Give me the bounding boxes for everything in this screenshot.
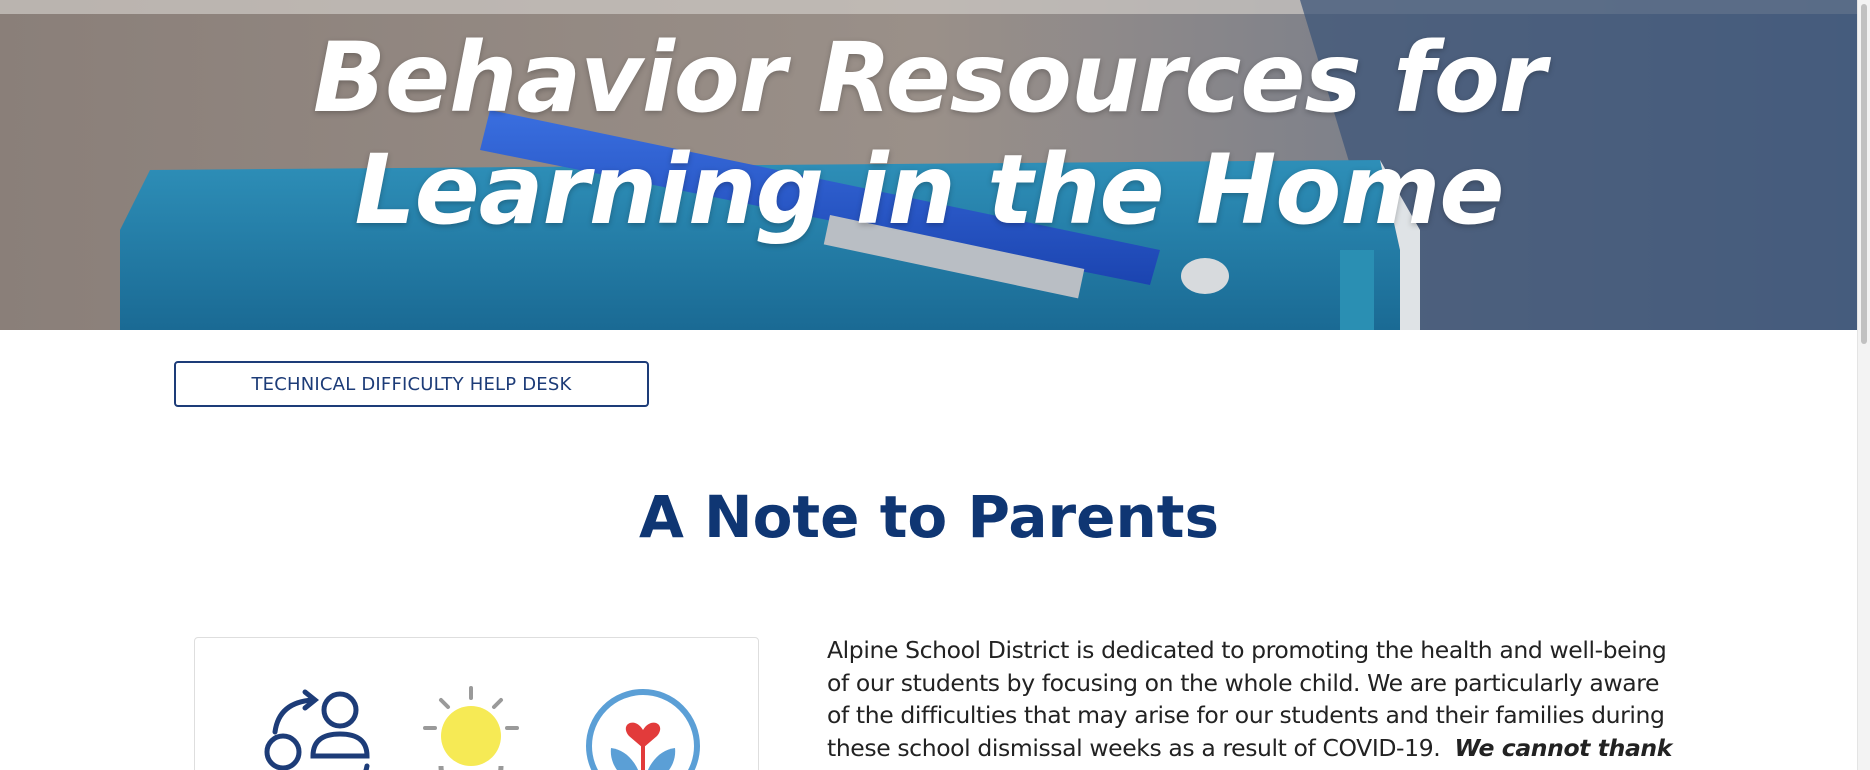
page-scrollbar[interactable] [1857,0,1870,770]
people-cycle-icon [263,686,373,770]
hero-title-line-2: Learning in the Home [354,134,1504,246]
sun-icon [421,686,531,770]
hero-title-line-1: Behavior Resources for [312,22,1546,134]
hero-title [0,22,1858,246]
scrollbar-thumb[interactable] [1861,4,1867,344]
intro-emphasis: We cannot thank [1454,733,1672,762]
section-title: A Note to Parents [638,483,1220,551]
heart-plant-icon [583,686,703,770]
intro-text: Alpine School District is dedicated to promoting the health and well-being of our students by focusing on the whole child. We are particularly aware of the difficulties that may arise for our students and their families during these school dismissal weeks as a result of COVID-19. [827,636,1667,762]
hero-banner [0,0,1858,330]
technical-help-desk-button[interactable]: TECHNICAL DIFFICULTY HELP DESK [174,361,649,407]
wellbeing-icons-card [194,637,759,770]
intro-paragraph [827,634,1677,764]
